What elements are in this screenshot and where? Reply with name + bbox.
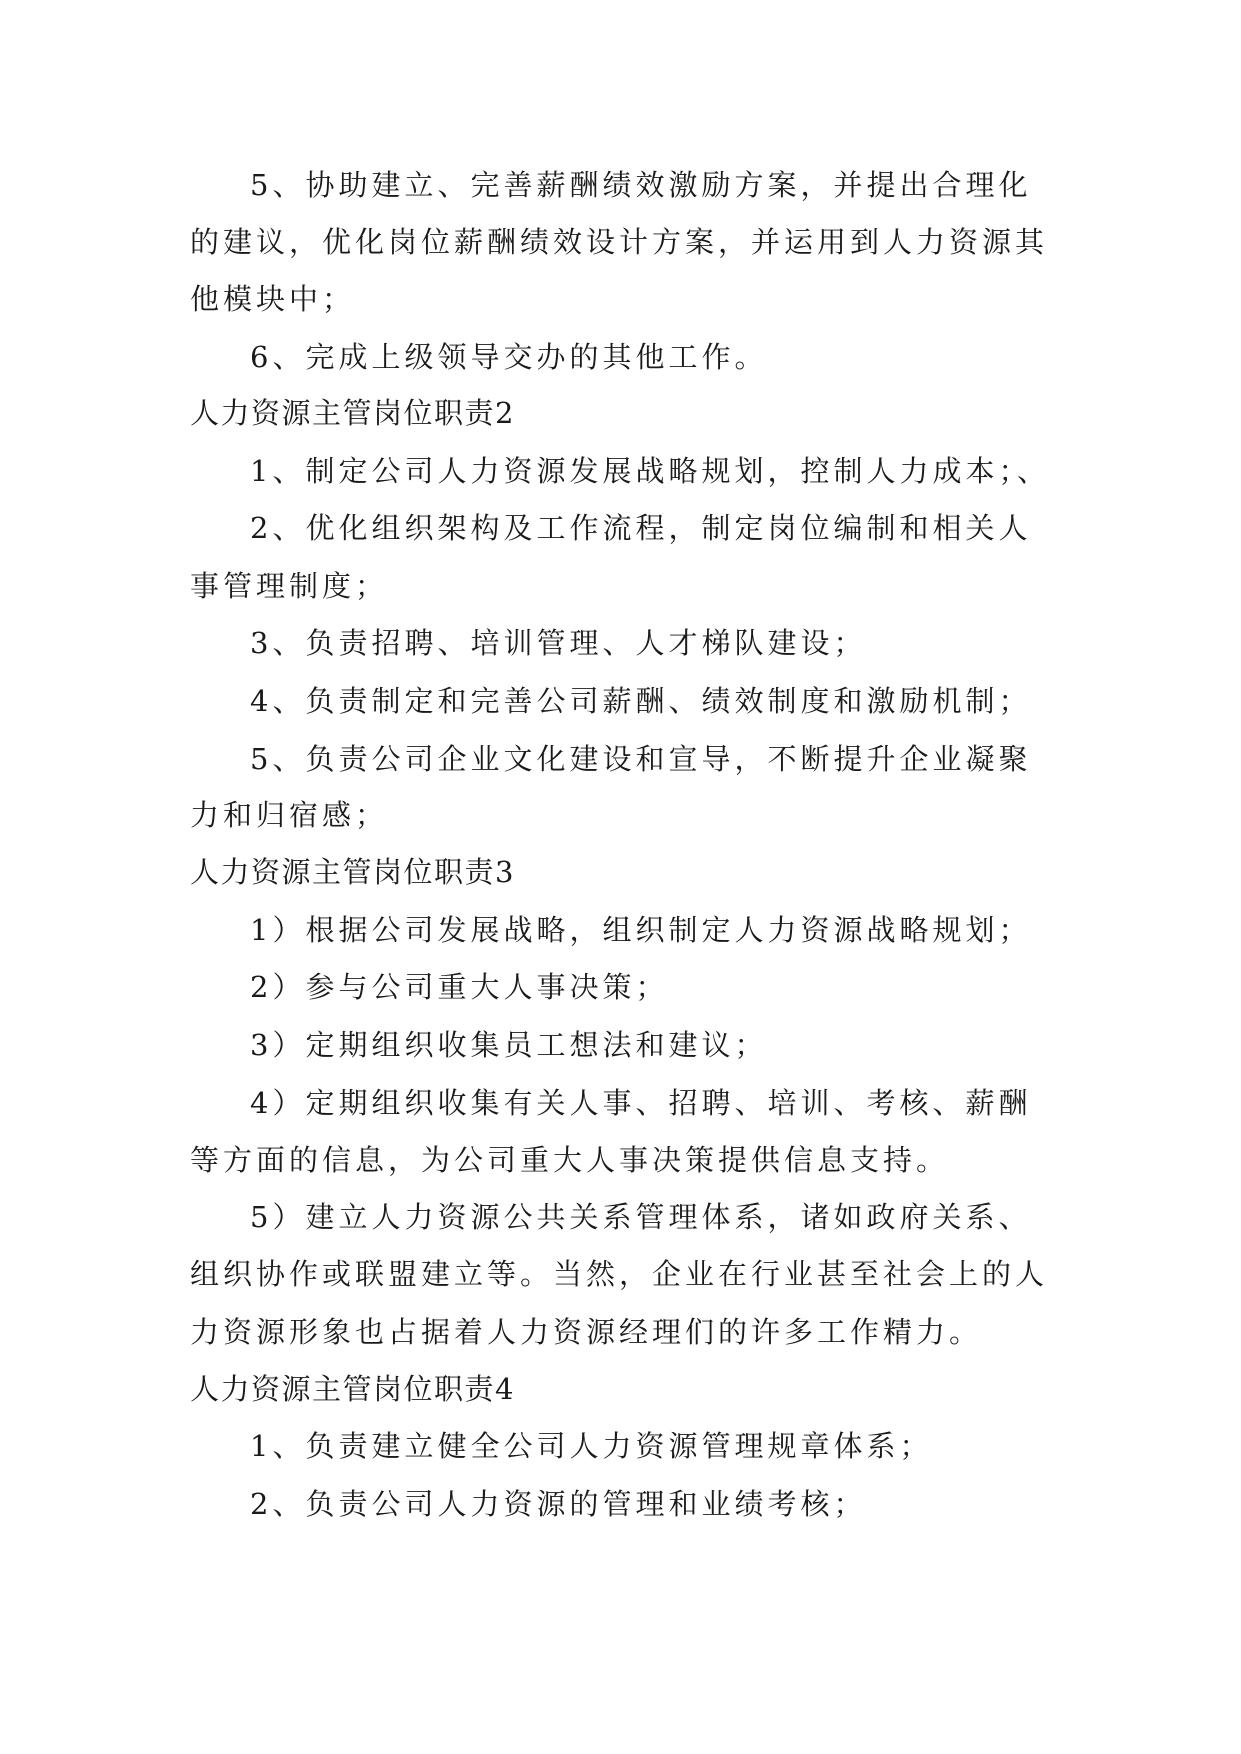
paragraph-line: 6、完成上级领导交办的其他工作。 <box>250 340 768 374</box>
paragraph-line: 5、负责公司企业文化建设和宣导，不断提升企业凝聚 <box>250 742 1032 776</box>
paragraph-line: 2、负责公司人力资源的管理和业绩考核； <box>250 1487 867 1521</box>
paragraph-line: 5）建立人力资源公共关系管理体系，诸如政府关系、 <box>250 1200 1032 1234</box>
paragraph-line: 1）根据公司发展战略，组织制定人力资源战略规划； <box>250 913 1032 947</box>
paragraph-line: 1、负责建立健全公司人力资源管理规章体系； <box>250 1429 933 1463</box>
paragraph-line: 3、负责招聘、培训管理、人才梯队建设； <box>250 626 867 660</box>
paragraph-line: 力和归宿感； <box>190 798 389 832</box>
paragraph-line: 的建议，优化岗位薪酬绩效设计方案，并运用到人力资源其 <box>190 225 1049 259</box>
paragraph-line: 等方面的信息，为公司重大人事决策提供信息支持。 <box>190 1143 950 1177</box>
paragraph-line: 力资源形象也占据着人力资源经理们的许多工作精力。 <box>190 1315 983 1349</box>
paragraph-line: 他模块中； <box>190 282 356 316</box>
section-heading: 人力资源主管岗位职责2 <box>190 396 515 430</box>
paragraph-line: 5、协助建立、完善薪酬绩效激励方案，并提出合理化 <box>250 168 1032 202</box>
paragraph-line: 2、优化组织架构及工作流程，制定岗位编制和相关人 <box>250 511 1032 545</box>
section-heading: 人力资源主管岗位职责4 <box>190 1372 515 1406</box>
section-heading: 人力资源主管岗位职责3 <box>190 855 515 889</box>
paragraph-line: 1、制定公司人力资源发展战略规划，控制人力成本；、 <box>250 454 1050 488</box>
paragraph-line: 4、负责制定和完善公司薪酬、绩效制度和激励机制； <box>250 684 1032 718</box>
paragraph-line: 2）参与公司重大人事决策； <box>250 970 669 1004</box>
paragraph-line: 3）定期组织收集员工想法和建议； <box>250 1028 768 1062</box>
paragraph-line: 事管理制度； <box>190 569 389 603</box>
paragraph-line: 组织协作或联盟建立等。当然，企业在行业甚至社会上的人 <box>190 1257 1049 1291</box>
paragraph-line: 4）定期组织收集有关人事、招聘、培训、考核、薪酬 <box>250 1086 1032 1120</box>
